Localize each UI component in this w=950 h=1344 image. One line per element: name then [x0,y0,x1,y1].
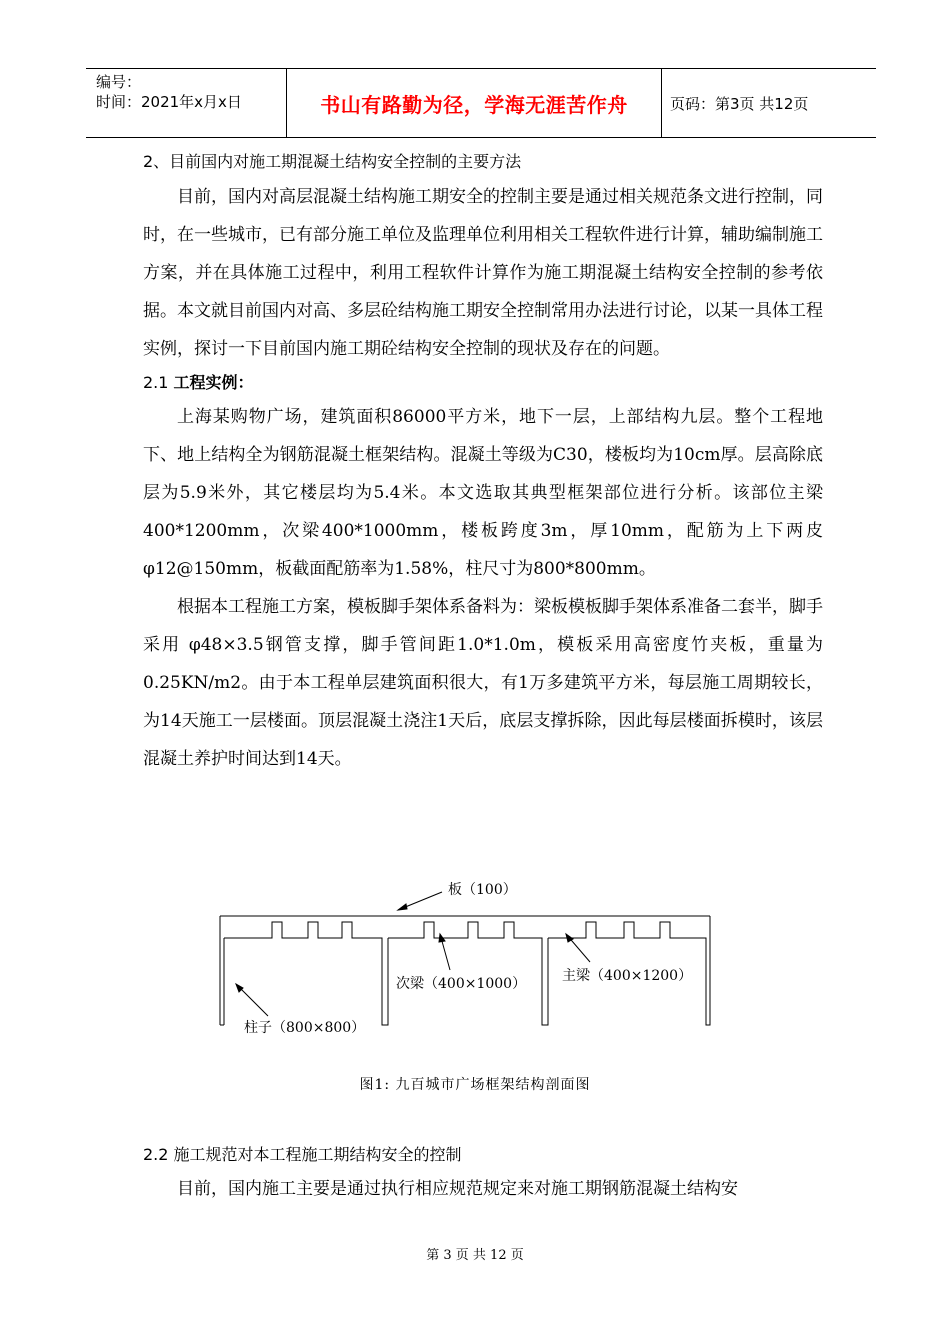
header-page-label: 页码：第3页 共12页 [670,94,809,113]
header-page-cell [662,69,876,137]
bay-1-beams [224,922,388,1025]
section-2-1-paragraph-2: 根据本工程施工方案，模板脚手架体系备料为：梁板模板脚手架体系准备二套半，脚手采用 φ48×3.5钢管支撑，脚手管间距1.0*1.0m，模板采用高密度竹夹板，重量为0.25KN/m2。由于本工程单层建筑面积很大，有1万多建筑平方米，每层施工周期较长，为14天施工一层楼面。顶层混凝土浇注1天后，底层支撑拆除，因此每层楼面拆模时，该层混凝土养护时间达到14天。 [143,597,823,769]
figure-caption: 图1: 九百城市广场框架结构剖面图 [359,1077,591,1093]
header-meta [86,69,286,137]
frame-diagram [210,870,730,1050]
frame-section-figure [210,870,730,1050]
page-footer: 第 3 页 共 12 页 [426,1248,524,1263]
section-2-paragraph: 目前，国内对高层混凝土结构施工期安全的控制主要是通过相关规范条文进行控制，同时，在一些城市，已有部分施工单位及监理单位利用相关工程软件进行计算，辅助编制施工方案，并在具体施工过程中，利用工程软件计算作为施工期混凝土结构安全控制的参考依据。本文就目前国内对高、多层砼结构施工期安全控制常用办法进行讨论，以某一具体工程实例，探讨一下目前国内施工期砼结构安全控制的现状及存在的问题。 [143,187,823,359]
section-2-heading: 2、目前国内对施工期混凝土结构安全控制的主要方法 [143,152,522,171]
header-motto-cell [286,69,662,137]
time-label: 时间：2021年x月x日 [96,93,242,111]
slab-arrowhead [398,904,407,910]
section-2-1-paragraph-1: 上海某购物广场，建筑面积86000平方米，地下一层，上部结构九层。整个工程地下、地上结构全为钢筋混凝土框架结构。混凝土等级为C30，楼板均为10cm厚。层高除底层为5.9米外，其它楼层均为5.4米。本文选取其典型框架部位进行分析。该部位主梁400*1200mm，次梁400*1000mm，楼板跨度3m，厚10mm，配筋为上下两皮 φ12@150mm，板截面配筋率为1.58%，柱尺寸为800*800mm。 [143,407,823,579]
callout-arrows [236,892,590,1016]
slab-label: 板（100） [448,882,517,898]
section-2-2-paragraph: 目前，国内施工主要是通过执行相应规范规定来对施工期钢筋混凝土结构安 [177,1179,738,1199]
number-label: 编号： [96,73,142,91]
column-arrowhead [236,984,243,992]
column-1 [220,916,224,1025]
document-body-continued [143,1140,823,1208]
column-label: 柱子（800×800） [244,1020,366,1036]
header-motto: 书山有路勤为径，学海无涯苦作舟 [320,92,628,117]
main-beam-label: 主梁（400×1200） [562,968,693,984]
section-2-2-heading: 2.2 施工规范对本工程施工期结构安全的控制 [143,1145,462,1164]
secondary-beam-label: 次梁（400×1000） [396,976,527,992]
section-2-1-number: 2.1 [143,373,174,392]
bay-2-beams [388,922,548,1025]
section-2-1-title: 工程实例： [173,373,254,392]
page-header [86,68,876,138]
document-body [143,150,823,778]
section-2-1-heading [143,368,823,398]
